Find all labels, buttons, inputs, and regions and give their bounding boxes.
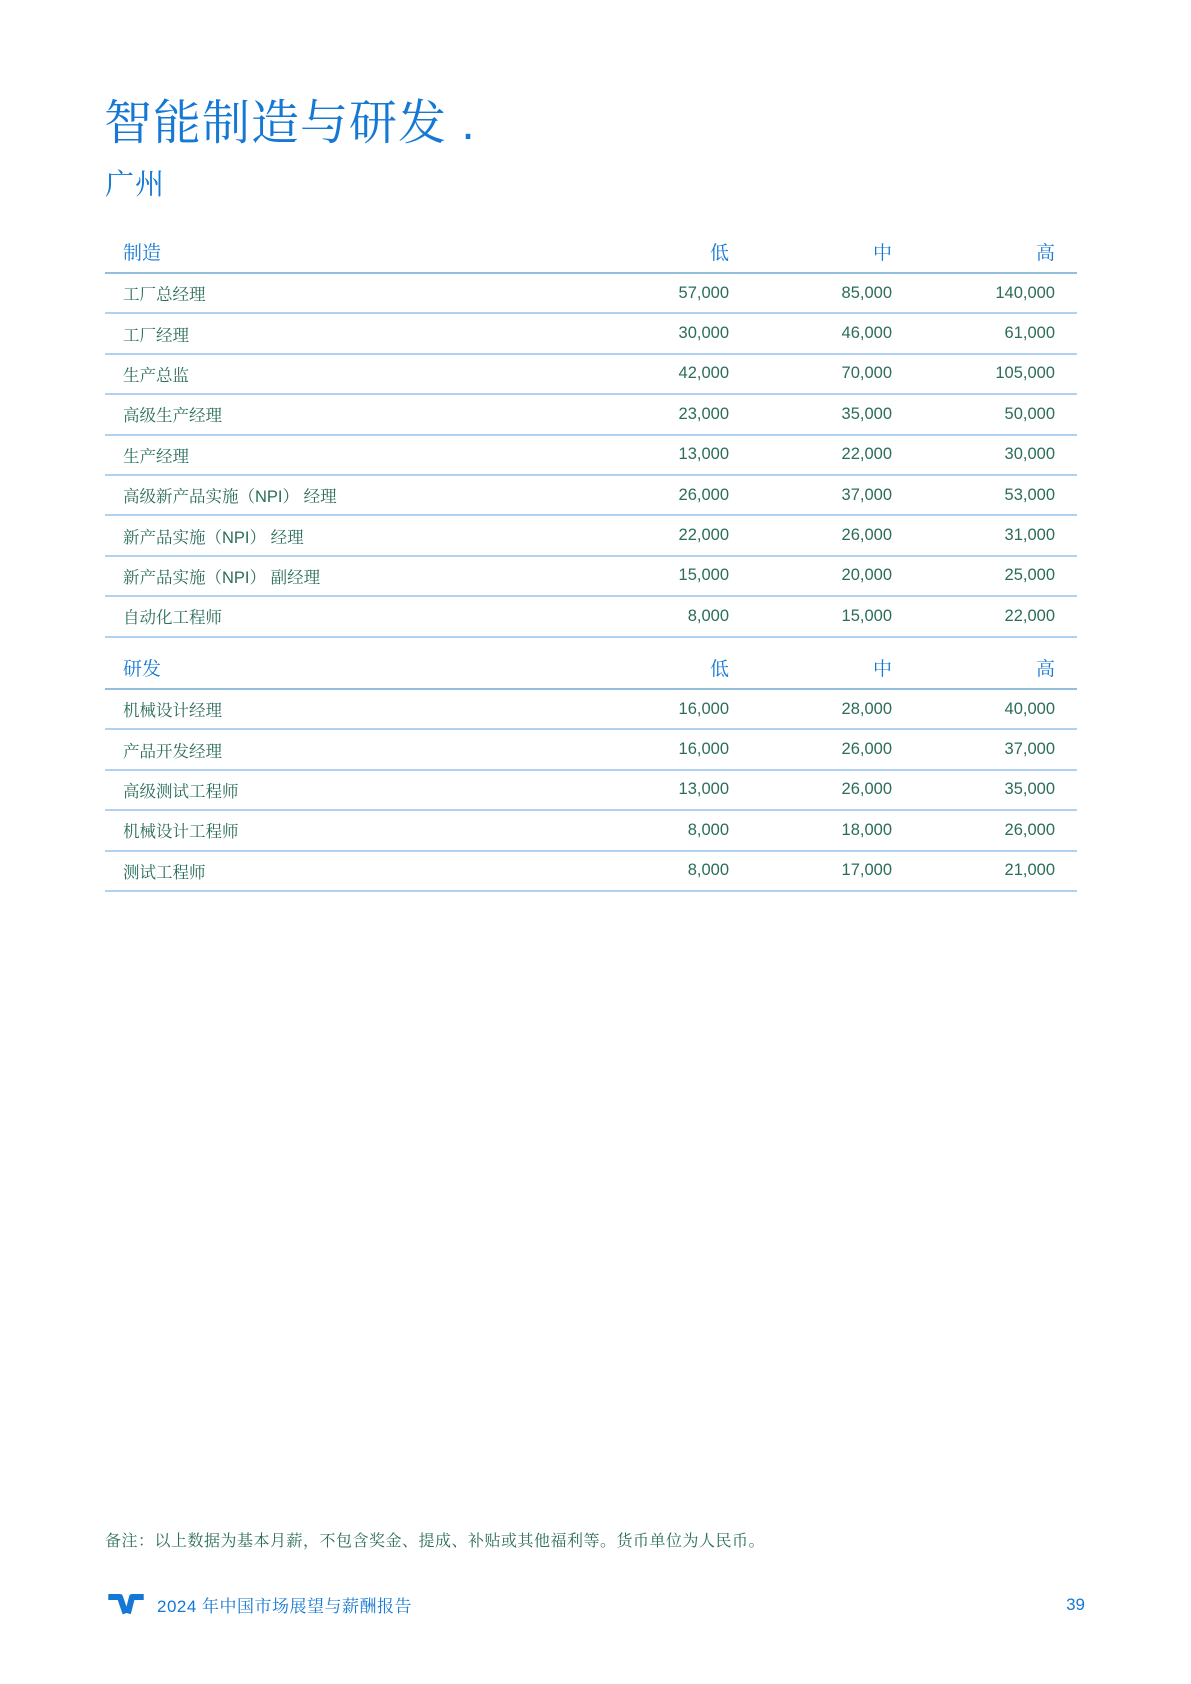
high-salary-cell: 30,000 [1004,445,1055,464]
table-row [105,852,1077,892]
table-row [105,274,1077,314]
column-header-mid: 中 [872,658,892,680]
low-salary-cell: 26,000 [678,485,729,504]
low-salary-cell: 30,000 [678,324,729,343]
table-row [105,516,1077,556]
position-cell: 机械设计经理 [123,702,222,721]
position-cell: 工厂总经理 [123,286,206,305]
table-section-header: 制造 [123,242,162,264]
high-salary-cell: 53,000 [1004,485,1055,504]
low-salary-cell: 22,000 [678,526,729,545]
mid-salary-cell: 46,000 [841,324,892,343]
high-salary-cell: 140,000 [995,283,1055,302]
mid-salary-cell: 15,000 [841,606,892,625]
high-salary-cell: 22,000 [1004,606,1055,625]
page-title: 智能制造与研发 . [104,97,476,150]
high-salary-cell: 21,000 [1004,861,1055,880]
column-header-high: 高 [1035,242,1055,264]
table-body [105,274,1077,638]
high-salary-cell: 37,000 [1004,740,1055,759]
column-header-mid: 中 [872,242,892,264]
position-cell: 高级测试工程师 [123,782,239,801]
mid-salary-cell: 26,000 [841,740,892,759]
mid-salary-cell: 20,000 [841,566,892,585]
table-row [105,811,1077,851]
high-salary-cell: 31,000 [1004,526,1055,545]
high-salary-cell: 35,000 [1004,780,1055,799]
high-salary-cell: 50,000 [1004,404,1055,423]
low-salary-cell: 15,000 [678,566,729,585]
table-row [105,476,1077,516]
mid-salary-cell: 17,000 [841,861,892,880]
table-row [105,395,1077,435]
table-row [105,771,1077,811]
column-header-low: 低 [709,658,729,680]
low-salary-cell: 23,000 [678,404,729,423]
position-cell: 生产总监 [123,366,189,385]
low-salary-cell: 16,000 [678,740,729,759]
position-cell: 新产品实施（NPI） 副经理 [123,568,321,587]
low-salary-cell: 57,000 [678,283,729,302]
mid-salary-cell: 35,000 [841,404,892,423]
high-salary-cell: 26,000 [1004,820,1055,839]
page-subtitle-city: 广州 [105,169,166,201]
footnote: 备注：以上数据为基本月薪，不包含奖金、提成、补贴或其他福利等。货币单位为人民币。 [105,1533,766,1550]
table-row [105,557,1077,597]
mid-salary-cell: 18,000 [841,820,892,839]
position-cell: 机械设计工程师 [123,823,239,842]
low-salary-cell: 13,000 [678,780,729,799]
table-row [105,436,1077,476]
high-salary-cell: 40,000 [1004,699,1055,718]
salary-table-manufacturing [105,230,1077,638]
table-row [105,355,1077,395]
page-number: 39 [1066,1595,1085,1614]
column-header-low: 低 [709,242,729,264]
low-salary-cell: 16,000 [678,699,729,718]
position-cell: 生产经理 [123,447,189,466]
mid-salary-cell: 26,000 [841,526,892,545]
low-salary-cell: 8,000 [687,606,729,625]
table-row [105,730,1077,770]
low-salary-cell: 8,000 [687,861,729,880]
high-salary-cell: 105,000 [995,364,1055,383]
table-header-row [105,230,1077,274]
table-row [105,690,1077,730]
position-cell: 高级新产品实施（NPI） 经理 [123,488,337,507]
low-salary-cell: 8,000 [687,820,729,839]
position-cell: 自动化工程师 [123,609,222,628]
low-salary-cell: 42,000 [678,364,729,383]
page-footer [105,1590,412,1618]
column-header-high: 高 [1035,658,1055,680]
table-header-row [105,646,1077,690]
footer-report-title: 2024 年中国市场展望与薪酬报告 [157,1596,413,1616]
brand-logo-icon [105,1590,147,1618]
position-cell: 新产品实施（NPI） 经理 [123,528,304,547]
position-cell: 测试工程师 [123,863,206,882]
mid-salary-cell: 85,000 [841,283,892,302]
high-salary-cell: 25,000 [1004,566,1055,585]
position-cell: 工厂经理 [123,326,189,345]
table-body [105,690,1077,892]
table-section-header: 研发 [123,658,162,680]
position-cell: 高级生产经理 [123,407,222,426]
high-salary-cell: 61,000 [1004,324,1055,343]
mid-salary-cell: 28,000 [841,699,892,718]
mid-salary-cell: 26,000 [841,780,892,799]
mid-salary-cell: 22,000 [841,445,892,464]
mid-salary-cell: 70,000 [841,364,892,383]
salary-table-rnd [105,646,1077,892]
table-row [105,597,1077,637]
table-row [105,314,1077,354]
low-salary-cell: 13,000 [678,445,729,464]
mid-salary-cell: 37,000 [841,485,892,504]
position-cell: 产品开发经理 [123,742,222,761]
